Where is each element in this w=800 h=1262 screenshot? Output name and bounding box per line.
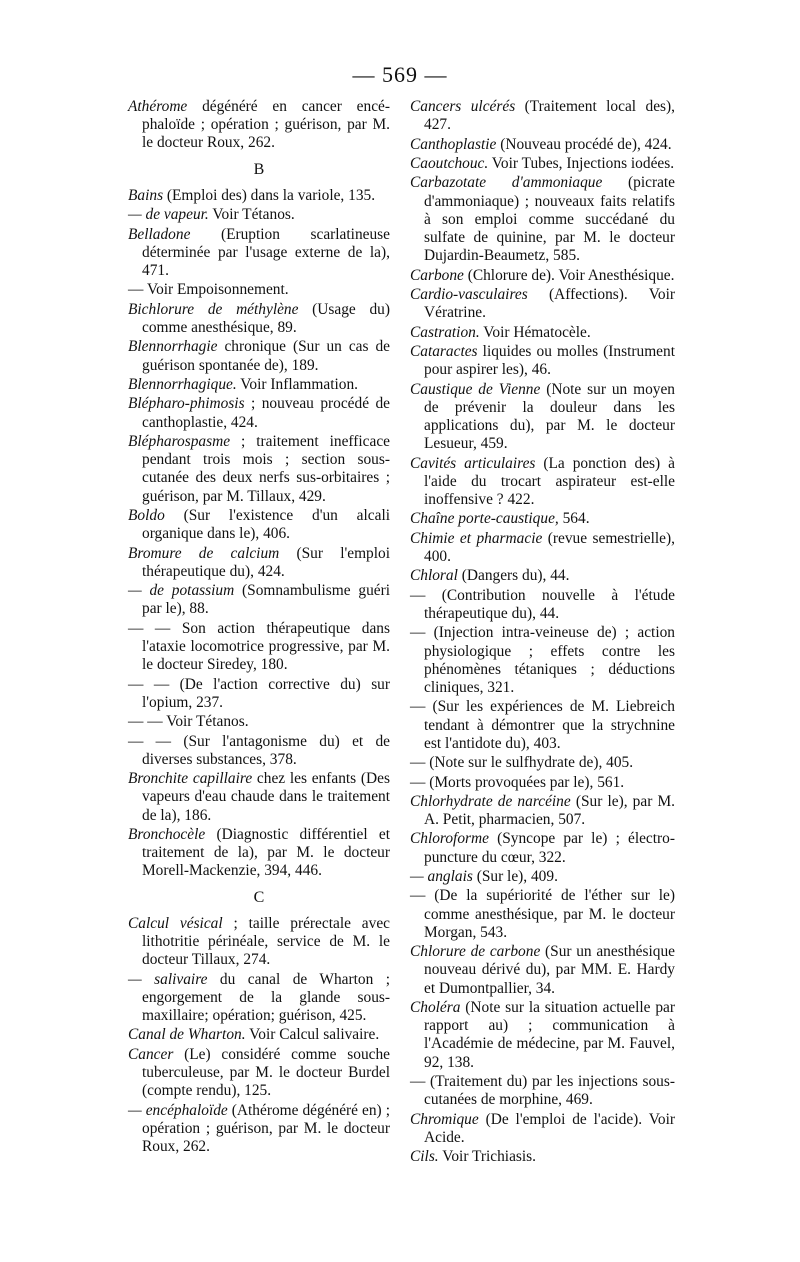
entry-text: (Chlorure de). Voir Anesthésique. [463, 266, 675, 284]
entry-text: Voir Trichiasis. [438, 1148, 537, 1166]
entry-term: Canal de Wharton. [128, 1026, 246, 1044]
entry-text: liquides ou molles (Instrument pour aspirer les), 46. [424, 342, 675, 379]
index-entry [410, 943, 675, 998]
entry-term: Cils. [410, 1148, 439, 1166]
entry-term: Cardio-vasculaires [410, 285, 528, 303]
index-entry [410, 267, 675, 285]
entry-term: — anglais [410, 868, 473, 886]
entry-text: — (Sur les expériences de M. Liebreich tendant à démontrer que la strychnine est l'antidote du), 403. [410, 698, 675, 752]
entry-text: Voir Calcul salivaire. [245, 1026, 380, 1044]
entry-text: chez les enfants (Des vapeurs d'eau chaude dans le traitement de la), 186. [142, 770, 390, 824]
entry-term: Blépharospasme [128, 432, 231, 450]
index-entry [128, 206, 390, 224]
entry-term: Caoutchouc. [410, 154, 489, 172]
entry-text: Voir Tubes, Injections iodées. [488, 154, 675, 172]
left-entries-top [128, 98, 390, 153]
entry-term: Canthoplastie [410, 135, 497, 153]
index-entry [128, 1026, 390, 1044]
entry-text: (Usage du) comme anesthésique, 89. [142, 300, 390, 336]
entry-text: chronique (Sur un cas de guérison spontanée de), 189. [142, 338, 390, 374]
index-entry [410, 754, 675, 772]
entry-text: (La ponction des) à l'aide du trocart aspirateur est-elle inoffensive ? 422. [424, 454, 675, 508]
entry-text: (Sur un anesthésique nouveau dérivé du), par MM. E. Hardy et Dumontpallier, 34. [424, 943, 675, 997]
right-column [410, 98, 675, 1168]
entry-term: Blépharo-phimosis [128, 395, 245, 413]
entry-term: — salivaire [128, 970, 208, 988]
entry-term: Choléra [410, 999, 461, 1017]
index-entry [410, 286, 675, 322]
index-entry [410, 587, 675, 623]
index-entry [128, 395, 390, 431]
entry-text: — (Morts provoquées par le), 561. [410, 773, 625, 791]
index-entry [128, 713, 390, 731]
entry-text: Voir Inflammation. [236, 375, 358, 393]
left-column [128, 98, 390, 1157]
entry-text: — Voir Empoisonnement. [128, 281, 289, 299]
entry-text: 564. [558, 510, 590, 528]
entry-text: — — (Sur l'antagonisme du) et de diverses substances, 378. [128, 732, 390, 768]
right-entries [410, 98, 675, 1166]
entry-term: Castration. [410, 323, 480, 341]
index-entry [410, 174, 675, 265]
entry-text: — (Contribution nouvelle à l'étude thérapeutique du), 44. [410, 586, 675, 622]
entry-term: Chlorhydrate de narcéine [410, 792, 571, 810]
entry-term: Chlorure de carbone [410, 943, 541, 961]
index-entry [128, 187, 390, 205]
entry-term: Bronchocèle [128, 825, 206, 843]
index-entry [410, 455, 675, 510]
entry-text: (Somnambulisme guéri par le), 88. [142, 582, 390, 618]
entry-text: (Syncope par le) ; électro-puncture du cœur, 322. [424, 830, 675, 866]
index-entry [128, 826, 390, 881]
entry-term: — de potassium [128, 582, 235, 600]
entry-term: Chloroforme [410, 830, 489, 848]
entry-term: Boldo [128, 506, 165, 524]
left-entries-c [128, 915, 390, 1156]
entry-term: Chaîne porte-caustique, [410, 510, 559, 528]
index-entry [128, 971, 390, 1026]
page-number: — 569 — [352, 62, 448, 87]
entry-term: Cavités articulaires [410, 454, 536, 472]
entry-text: — — Son action thérapeutique dans l'ataxie locomotrice progressive, par M. le docteur Siredey, 180. [128, 619, 390, 674]
entry-text: (Eruption scarlatineuse déterminée par l'usage externe de la), 471. [142, 225, 390, 279]
index-entry [410, 774, 675, 792]
entry-text: (revue semestrielle), 400. [424, 529, 675, 565]
entry-text: Voir Hématocèle. [479, 323, 591, 341]
entry-term: Bromure de calcium [128, 544, 280, 562]
index-entry [410, 136, 675, 154]
entry-text: (Traitement local des), 427. [424, 98, 675, 134]
index-entry [410, 510, 675, 528]
entry-term: Belladone [128, 225, 191, 243]
entry-text: (Diagnostic différentiel et traitement de la), par M. le docteur Morell-Mackenzie, 394, 446. [142, 825, 390, 880]
index-entry [128, 376, 390, 394]
left-entries-b [128, 187, 390, 881]
entry-term: Cataractes [410, 342, 478, 360]
entry-text: (Affections). Voir Vératrine. [424, 285, 675, 322]
index-entry [410, 324, 675, 342]
entry-term: Cancer [128, 1045, 174, 1063]
index-entry [410, 567, 675, 585]
entry-text: (Note sur la situation actuelle par rapport au) ; communication à l'Académie de médecine, par M. Fauvel, 92, 138. [424, 999, 675, 1071]
entry-text: (Emploi des) dans la variole, 135. [163, 186, 376, 204]
entry-text: — (Traitement du) par les injections sous-cutanées de morphine, 469. [410, 1073, 675, 1109]
index-entry [410, 868, 675, 886]
index-entry [410, 1111, 675, 1147]
index-entry [128, 226, 390, 281]
entry-term: Cancers ulcérés [410, 98, 516, 115]
entry-term: Chromique [410, 1110, 479, 1128]
index-entry [410, 343, 675, 379]
entry-term: Athérome [128, 98, 188, 115]
entry-term: Caustique de Vienne [410, 380, 541, 398]
index-entry [128, 545, 390, 581]
entry-term: Chloral [410, 567, 458, 585]
section-letter-c: C [253, 888, 265, 906]
entry-term: Bains [128, 186, 164, 204]
index-entry [128, 620, 390, 675]
index-entry [410, 98, 675, 134]
entry-text: (Dangers du), 44. [457, 567, 570, 585]
index-entry [410, 793, 675, 829]
entry-text: (De l'emploi de l'acide). Voir Acide. [424, 1110, 675, 1146]
index-entry [128, 582, 390, 618]
index-entry [410, 698, 675, 753]
entry-term: — de vapeur. [128, 206, 209, 224]
entry-text: — — Voir Tétanos. [128, 713, 249, 731]
entry-text: du canal de Wharton ; engorgement de la glande sous-maxillaire; opération; guérison, 425. [142, 970, 391, 1024]
index-entry [128, 915, 390, 970]
entry-text: (Note sur un moyen de prévenir la douleur dans les applications du), par M. le docteur Lesueur, 459. [424, 380, 675, 453]
entry-text: dégénéré en cancer encé-phaloïde ; opération ; guérison, par M. le docteur Roux, 262. [142, 98, 390, 152]
entry-term: Carbone [410, 266, 464, 284]
index-entry [410, 999, 675, 1072]
entry-term: — encéphaloïde [128, 1101, 228, 1119]
index-entry [410, 381, 675, 454]
index-entry [128, 281, 390, 299]
entry-text: (Sur le), 409. [472, 868, 558, 886]
index-entry [410, 1073, 675, 1109]
entry-text: — (De la supériorité de l'éther sur le) comme anesthésique, par M. le docteur Morgan, 543. [410, 887, 675, 941]
index-entry [128, 301, 390, 337]
entry-term: Blennorrhagie [128, 338, 218, 356]
entry-text: (Sur l'existence d'un alcali organique dans le), 406. [142, 506, 390, 543]
entry-term: Carbazotate d'ammoniaque [410, 174, 603, 192]
entry-text: (Athérome dégénéré en) ; opération ; guérison, par M. le docteur Roux, 262. [142, 1101, 390, 1155]
index-entry [128, 1102, 390, 1157]
entry-text: — (Note sur le sulfhydrate de), 405. [410, 754, 634, 772]
index-entry [410, 830, 675, 866]
entry-text: (picrate d'ammoniaque) ; nouveaux faits relatifs à son emploi comme succédané du sulfate de quinine, par M. le docteur Dujardin-Beaumetz, 585. [424, 174, 676, 265]
entry-term: Blennorrhagique. [128, 375, 237, 393]
entry-text: Voir Tétanos. [208, 206, 295, 224]
entry-text: — — (De l'action corrective du) sur l'opium, 237. [128, 675, 390, 711]
index-entry [410, 887, 675, 942]
index-entry [410, 155, 675, 173]
entry-text: ; traitement inefficace pendant trois mois ; section sous-cutanée des deux nerfs sus-orbitaires ; guérison, par M. Tillaux, 429. [142, 432, 390, 505]
index-entry [128, 433, 390, 506]
entry-text: (Sur le), par M. A. Petit, pharmacien, 507. [424, 792, 675, 829]
index-entry [128, 1046, 390, 1101]
entry-text: ; taille prérectale avec lithotritie périnéale, service de M. le docteur Tillaux, 274. [142, 914, 390, 969]
entry-term: Calcul vésical [128, 914, 223, 932]
index-entry [128, 507, 390, 543]
entry-text: (Sur l'emploi thérapeutique du), 424. [142, 544, 391, 580]
index-entry [128, 733, 390, 769]
index-entry [410, 624, 675, 697]
index-entry [410, 530, 675, 566]
index-entry [128, 770, 390, 825]
index-entry [128, 98, 390, 153]
entry-term: Bronchite capillaire [128, 770, 253, 788]
section-letter-b: B [253, 160, 265, 178]
entry-text: (Le) considéré comme souche tuberculeuse, par M. le docteur Burdel (compte rendu), 125. [142, 1045, 390, 1100]
index-entry [410, 1148, 675, 1166]
entry-text: ; nouveau procédé de canthoplastie, 424. [142, 395, 390, 431]
index-entry [128, 676, 390, 712]
entry-term: Chimie et pharmacie [410, 529, 543, 547]
index-entry [128, 338, 390, 374]
entry-term: Bichlorure de méthylène [128, 300, 299, 318]
entry-text: (Nouveau procédé de), 424. [496, 135, 672, 153]
entry-text: — (Injection intra-veineuse de) ; action physiologique ; effets contre les phénomènes tétaniques ; déductions cliniques, 321. [410, 624, 675, 696]
